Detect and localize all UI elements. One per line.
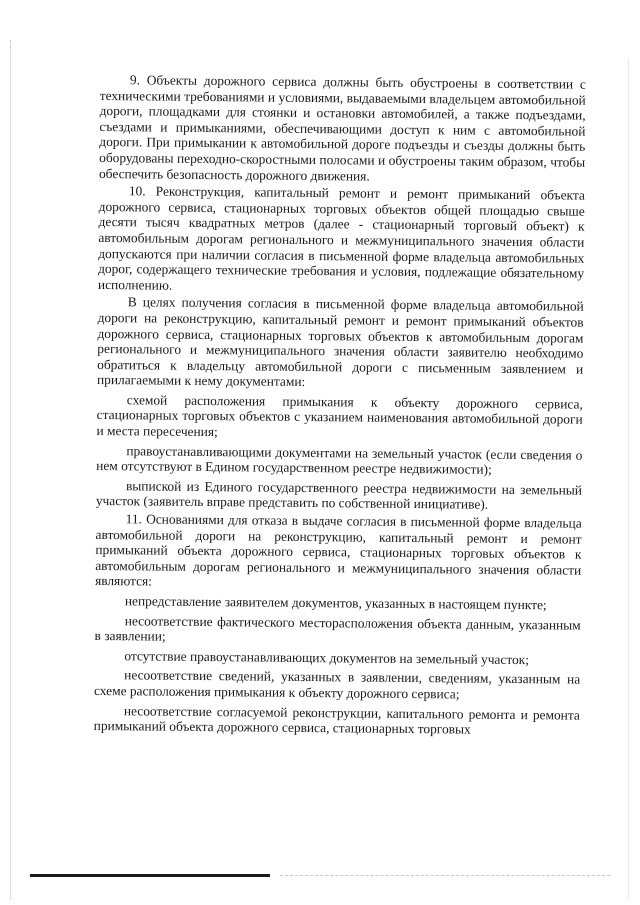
paragraph-9: 9. Объекты дорожного сервиса должны быть обустроены в соответствии с техническими требованиями и условиями, выдаваемыми владельцем автомобильной дороги, площадками для стоянки и остановки автомобилей, а также подъездами, съездами и примыканиями, обеспечивающими доступ к ним с автомобильной дороги. При примыкании к автомобильной дороге подъезды и съезды должны быть оборудованы переходно-скоростными полосами и обустроены таким образом, чтобы обеспечить безопасность дорожного движения. (98, 72, 586, 184)
paragraph-10: 10. Реконструкция, капитальный ремонт и ремонт примыканий объекта дорожного сервиса, стационарных торговых объектов общей площадью свыше десяти тысяч квадратных метров (далее - стационарный торговый объект) к автомобильным дорогам регионального и межмуниципального значения области допускаются при наличии согласия в письменной форме владельца автомобильных дорог, содержащего технические требования и условия, подлежащие обязательному исполнению. (97, 183, 585, 293)
scan-bottom-faint-rule (280, 875, 610, 876)
list-item-reconstruction-mismatch: несоответствие согласуемой реконструкции, капитального ремонта и ремонта примыканий объекта дорожного сервиса, стационарных торговых (93, 702, 580, 737)
scan-left-edge (10, 40, 14, 900)
list-item-registry-extract: выпиской из Единого государственного реестра недвижимости на земельный участок (заявитель вправе представить по собственной инициативе). (95, 478, 583, 513)
list-item-no-documents: непредставление заявителем документов, указанных в настоящем пункте; (124, 593, 547, 613)
document-body (94, 72, 586, 738)
list-item-no-title-documents: отсутствие правоустанавливающих документов на земельный участок; (124, 648, 530, 667)
scan-bottom-rule (30, 874, 270, 877)
list-item-scheme-mismatch: несоответствие сведений, указанных в заявлении, сведениям, указанным на схеме расположения примыкания к объекту дорожного сервиса; (93, 667, 581, 702)
scan-right-edge (626, 60, 629, 900)
list-item-location-mismatch: несоответствие фактического месторасположения объекта данным, указанным в заявлении; (94, 612, 581, 644)
paragraph-consent-request: В целях получения согласия в письменной форме владельца автомобильной дороги на реконструкцию, капитальный ремонт и ремонт примыканий объектов дорожного сервиса, стационарных торговых объектов к автомобильным дорогам регионального и межмуниципального значения области заявителю необходимо обратиться к владельцу автомобильной дороги с письменным заявлением и прилагаемыми к нему документами: (96, 294, 584, 390)
paragraph-11: 11. Основаниями для отказа в выдаче согласия в письменной форме владельца автомобильной дороги на реконструкцию, капитальный ремонт и ремонт примыканий объекта дорожного сервиса, стационарных торговых объектов к автомобильным дорогам регионального и межмуниципального значения области являются: (95, 511, 582, 589)
list-item-scheme: схемой расположения примыкания к объекту дорожного сервиса, стационарных торговых объектов с указанием наименования автомобильной дороги и места пересечения; (96, 392, 583, 440)
list-item-title-documents: правоустанавливающими документами на земельный участок (если сведения о нем отсутствуют в Едином государственном реестре недвижимости); (96, 442, 583, 478)
